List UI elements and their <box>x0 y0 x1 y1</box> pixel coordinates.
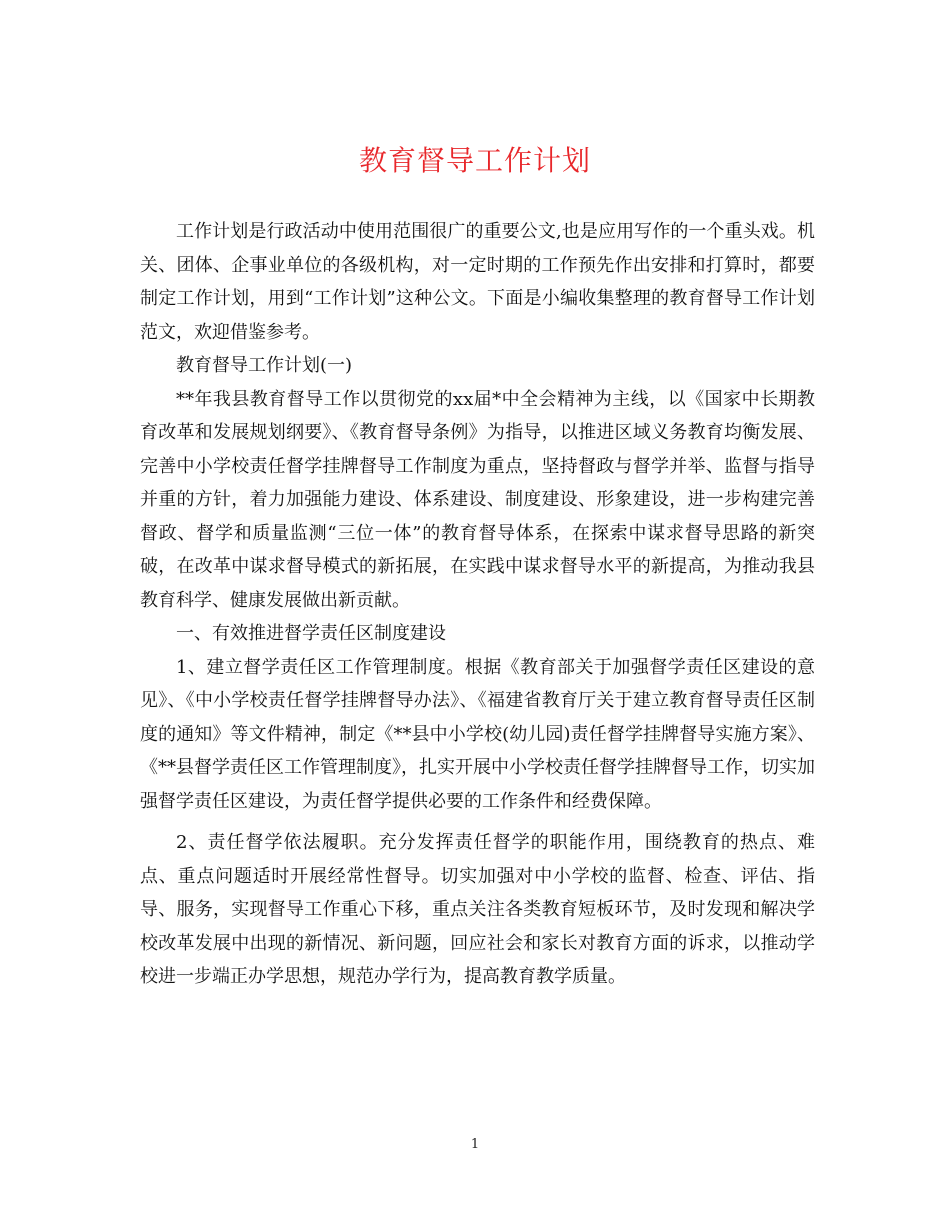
paragraph-item-1: 1、建立督学责任区工作管理制度。根据《教育部关于加强督学责任区建设的意见》、《中小学校责任督学挂牌督导办法》、《福建省教育厅关于建立教育督导责任区制度的通知》等文件精神，制定《**县中小学校(幼儿园)责任督学挂牌督导实施方案》、《**县督学责任区工作管理制度》，扎实开展中小学校责任督学挂牌督导工作，切实加强督学责任区建设，为责任督学提供必要的工作条件和经费保障。 <box>140 656 815 812</box>
paragraph-section-heading: 一、有效推进督学责任区制度建设 <box>176 623 446 644</box>
page-number: 1 <box>470 1137 480 1152</box>
paragraph-intro: 工作计划是行政活动中使用范围很广的重要公文,也是应用写作的一个重头戏。机关、团体、企事业单位的各级机构，对一定时期的工作预先作出安排和打算时，都要制定工作计划，用到“工作计划”这种公文。下面是小编收集整理的教育督导工作计划范文，欢迎借鉴参考。 <box>140 221 815 343</box>
paragraph-heading-plan-one: 教育督导工作计划(一) <box>176 355 353 376</box>
paragraph-item-2: 2、责任督学依法履职。充分发挥责任督学的职能作用，围绕教育的热点、难点、重点问题适时开展经常性督导。切实加强对中小学校的监督、检查、评估、指导、服务，实现督导工作重心下移，重点关注各类教育短板环节，及时发现和解决学校改革发展中出现的新情况、新问题，回应社会和家长对教育方面的诉求，以推动学校进一步端正办学思想，规范办学行为，提高教育教学质量。 <box>140 832 815 987</box>
paragraph-overview: **年我县教育督导工作以贯彻党的xx届*中全会精神为主线，以《国家中长期教育改革和发展规划纲要》、《教育督导条例》为指导，以推进区域义务教育均衡发展、完善中小学校责任督学挂牌督导工作制度为重点，坚持督政与督学并举、监督与指导并重的方针，着力加强能力建设、体系建设、制度建设、形象建设，进一步构建完善督政、督学和质量监测“三位一体”的教育督导体系，在探索中谋求督导思路的新突破，在改革中谋求督导模式的新拓展，在实践中谋求督导水平的新提高，为推动我县教育科学、健康发展做出新贡献。 <box>140 388 815 611</box>
document-body <box>140 215 815 994</box>
document-title: 教育督导工作计划 <box>358 144 591 177</box>
